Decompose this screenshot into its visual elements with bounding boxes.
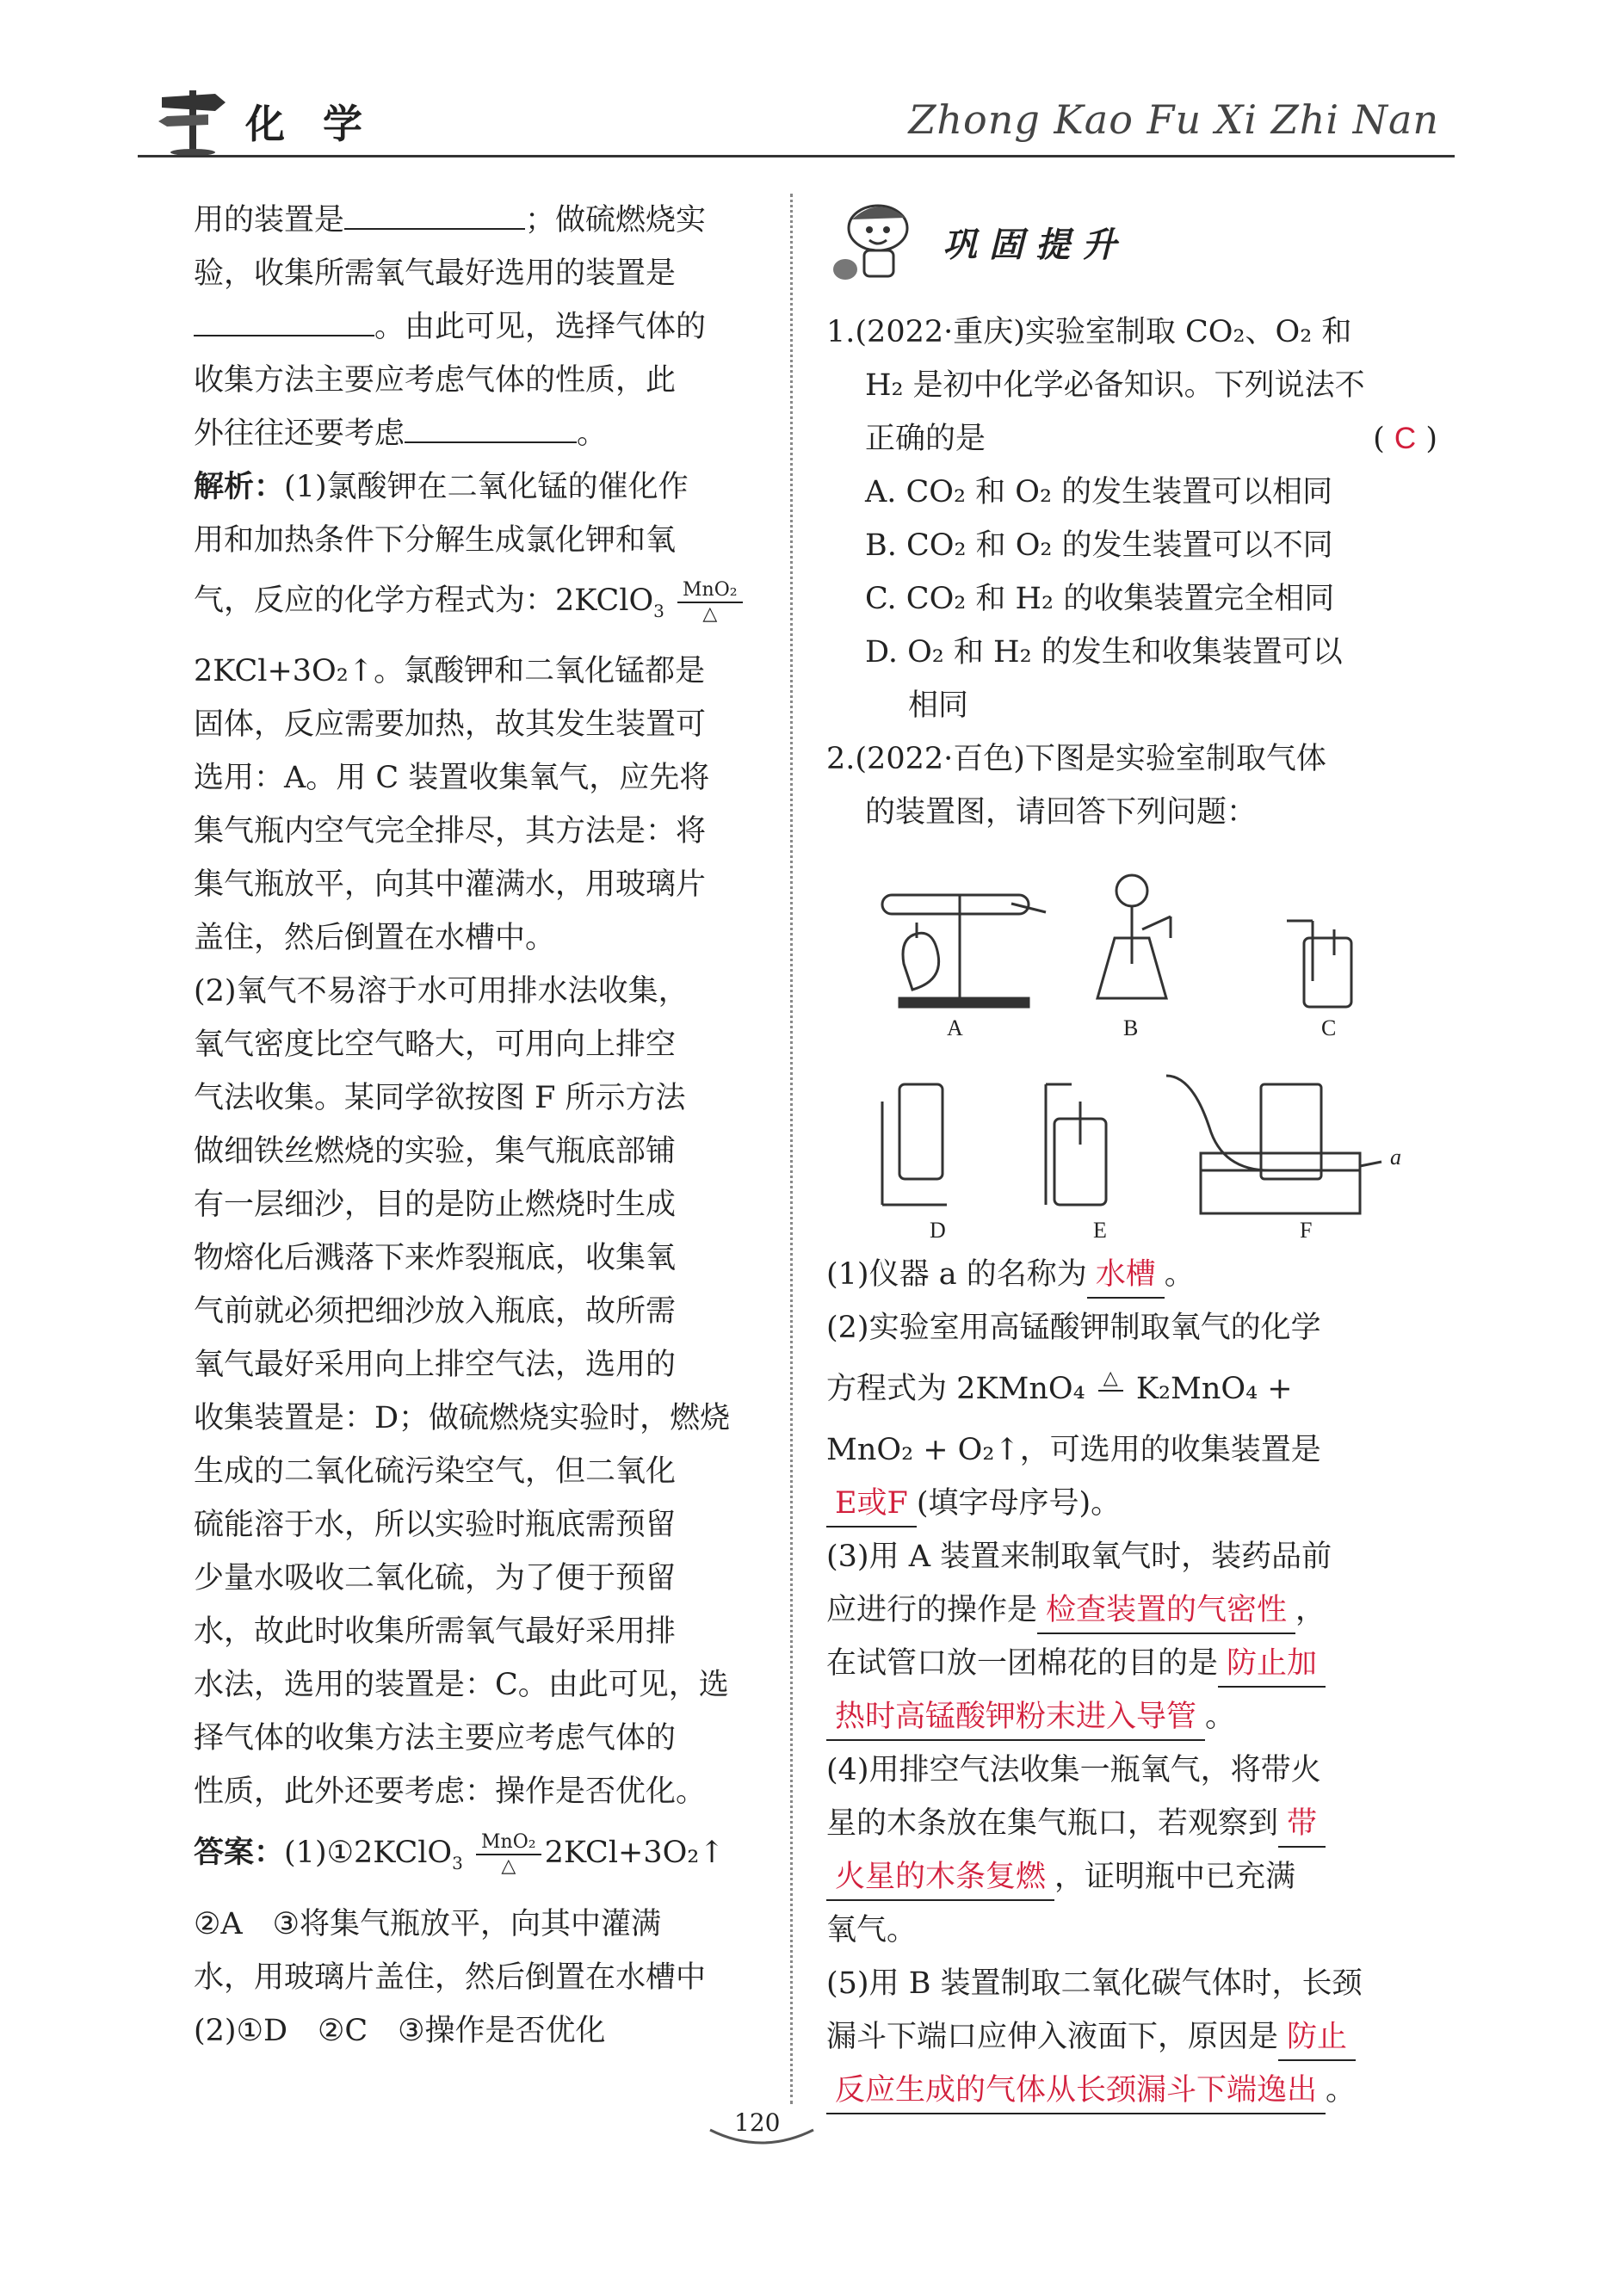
q1-answer: C — [1394, 422, 1417, 455]
answer-s2[interactable]: E或F — [826, 1481, 917, 1528]
apparatus-b — [1097, 875, 1171, 998]
option-b: B. CO₂ 和 O₂ 的发生装置可以不同 — [865, 528, 1333, 563]
answer-s5-a[interactable]: 防止 — [1278, 2015, 1356, 2061]
answer-blank[interactable] — [405, 412, 577, 443]
label-d-apparatus: D — [930, 1218, 946, 1243]
reaction-condition: △ — [1098, 1367, 1123, 1414]
page-number: 120 — [734, 2108, 781, 2137]
answer-s3-2a[interactable]: 防止加 — [1218, 1641, 1326, 1688]
label-a-apparatus: A — [947, 1015, 963, 1040]
analysis-label: 解析： — [194, 469, 285, 504]
text-line: 用的装置是 ；做硫燃烧实 — [194, 194, 762, 247]
header-series-title: Zhong Kao Fu Xi Zhi Nan — [908, 96, 1439, 143]
answer-s4-a[interactable]: 带 — [1278, 1801, 1326, 1848]
apparatus-d — [882, 1084, 947, 1205]
answer-s5-b[interactable]: 反应生成的气体从长颈漏斗下端逸出 — [826, 2068, 1326, 2114]
label-b-apparatus: B — [1123, 1015, 1139, 1040]
header-subject: 化 学 — [245, 101, 375, 147]
column-divider — [790, 194, 793, 2104]
option-d: D. O₂ 和 H₂ 的发生和收集装置可以 — [865, 635, 1343, 670]
reaction-condition: $\frac{\text{MnO₂}}{\triangle}$ — [677, 579, 743, 626]
text-line: 收集方法主要应考虑气体的性质，此 — [194, 363, 677, 398]
label-c-apparatus: C — [1321, 1015, 1337, 1040]
cartoon-boy-icon — [826, 194, 921, 288]
reaction-condition: $\frac{\text{MnO₂}}{\triangle}$ — [476, 1831, 541, 1878]
text-line: 。由此可见，选择气体的 — [194, 300, 762, 354]
answer-s3-1[interactable]: 检查装置的气密性 — [1037, 1588, 1295, 1634]
apparatus-a — [882, 895, 1046, 1007]
header-rule — [138, 155, 1455, 157]
answer-label: 答案： — [194, 1835, 285, 1870]
right-column: 1.(2022·重庆)实验室制取 CO₂、O₂ 和 H₂ 是初中化学必备知识。下列说法不 正确的是 ( C ) A. CO₂ 和 O₂ 的发生装置可以相同 B. CO₂ 和 O₂ 的发生装置可以不同 C. CO₂ 和 H₂ 的收集装置完全相同 D. O₂ 和 H₂ 的发生和收集装置可以 相同 2.(2022·百色)下图是实验室制取气体 的装置图，请回答下列问题： — [826, 306, 1446, 839]
option-a: A. CO₂ 和 O₂ 的发生装置可以相同 — [865, 475, 1333, 509]
answer-line: 答案：(1)①2KClO$_3$ $\frac{\text{MnO₂}}{\triangle}$ 2KCl+3O₂↑ — [194, 1830, 725, 1877]
label-e-apparatus: E — [1093, 1218, 1107, 1243]
apparatus-f — [1166, 1076, 1381, 1213]
answer-s1[interactable]: 水槽 — [1087, 1252, 1165, 1299]
text-line: 验，收集所需氧气最好选用的装置是 — [194, 256, 677, 291]
label-f-apparatus: F — [1300, 1218, 1313, 1243]
page-number-ornament — [706, 2126, 818, 2151]
text-line: 外往往还要考虑 。 — [194, 407, 762, 460]
apparatus-c — [1287, 921, 1351, 1007]
analysis-line: 解析：(1)氯酸钾在二氧化锰的催化作 — [194, 469, 689, 504]
apparatus-figure — [865, 869, 1450, 1265]
section-banner — [826, 194, 1171, 288]
equation-line: 气，反应的化学方程式为：2KClO$_3$ $\frac{\text{MnO₂}}{\triangle}$ — [194, 567, 762, 645]
left-column: 用的装置是 ；做硫燃烧实 验，收集所需氧气最好选用的装置是 。由此可见，选择气体的 收集方法主要应考虑气体的性质，此 外往往还要考虑 。 解析：(1)氯酸钾在二氧化锰的催化作 用和加热条件下分解生成氯化钾和氧 气，反应的化学方程式为：2KClO$_3$ $\frac{\text{MnO₂}}{\triangle}$ 2KCl+3O₂↑。氯酸钾和二氧化锰都是 固体，反应需要加热，故其发生装置可 选用：A。用 C 装置收集氧气，应先将 集气瓶内空气完全排尽，其方法是：将 集气瓶放平，向其中灌满水，用玻璃片 盖住，然后倒置在水槽中。 (2)氧气不易溶于水可用排水法收集， 氧气密度比空气略大，可用向上排空 气法收集。某同学欲按图 F 所示方法 做细铁丝燃烧的实验，集气瓶底部铺 有一层细沙，目的是防止燃烧时生成 物熔化后溅落下来炸裂瓶底，收集氧 气前就必须把细沙放入瓶底，故所需 氧气最好采用向上排空气法，选用的 收集装置是：D；做硫燃烧实验时，燃烧 生成的二氧化硫污染空气，但二氧化 硫能溶于水，所以实验时瓶底需预留 少量水吸收二氧化硫，为了便于预留 水，故此时收集所需氧气最好采用排 水法，选用的装置是：C。由此可见，选 择气体的收集方法主要应考虑气体的 性质，此外还要考虑：操作是否优化。 答案：(1)①2KClO$_3$ $\frac{\text{MnO₂}}{\triangle}$ 2KCl+3O₂↑ ②A ③将集气瓶放平，向其中灌满 水，用玻璃片盖住，然后倒置在水槽中 (2)①D ②C ③操作是否优化 — [194, 194, 762, 2058]
label-a-instrument: a — [1390, 1145, 1401, 1170]
answer-blank[interactable] — [344, 199, 525, 230]
answer-blank[interactable] — [194, 306, 374, 336]
signpost-icon — [155, 82, 232, 155]
question-1: 1.(2022·重庆)实验室制取 CO₂、O₂ 和 — [826, 315, 1352, 349]
section-title: 巩固提升 — [943, 225, 1128, 265]
apparatus-e — [1046, 1084, 1106, 1205]
question-2: 2.(2022·百色)下图是实验室制取气体 — [826, 742, 1326, 776]
answer-s3-2b[interactable]: 热时高锰酸钾粉末进入导管 — [826, 1694, 1205, 1741]
right-column-questions: (1)仪器 a 的名称为 水槽 。 (2)实验室用高锰酸钾制取氧气的化学 方程式为 2KMnO₄ △ K₂MnO₄ + MnO₂ + O₂↑，可选用的收集装置是 E或F (填字母序号)。 (3)用 A 装置来制取氧气时，装药品前 应进行的操作是 检查装置的气密性 ， 在试管口放一团棉花的目的是 防止加 热时高锰酸钾粉末进入导管 。 (4)用排空气法收集一瓶氧气，将带火 星的木条放在集气瓶口，若观察到 带 火星的木条复燃 ，证明瓶中已充满 氧气。 (5)用 B 装置制取二氧化碳气体时，长颈 漏斗下端口应伸入液面下，原因是 防止 反应生成的气体从长颈漏斗下端逸出 。 — [826, 1248, 1446, 2117]
answer-s4-b[interactable]: 火星的木条复燃 — [826, 1855, 1054, 1901]
option-c: C. CO₂ 和 H₂ 的收集装置完全相同 — [865, 582, 1335, 616]
